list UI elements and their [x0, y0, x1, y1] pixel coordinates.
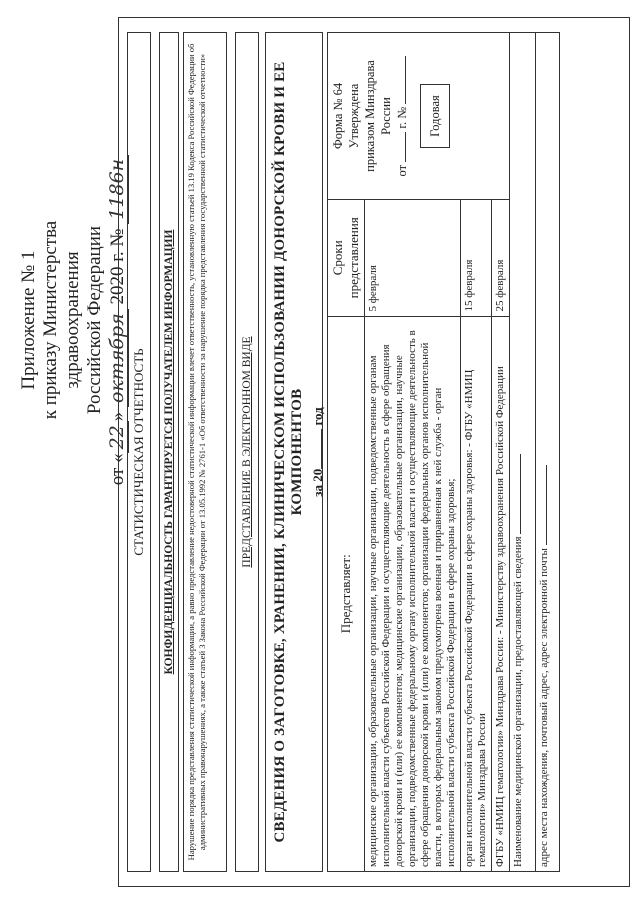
handwritten-number: 1186н — [106, 155, 129, 224]
electronic-heading: ПРЕДСТАВЛЕНИЕ В ЭЛЕКТРОННОМ ВИДЕ — [235, 32, 259, 872]
form-year: за 20 год — [310, 407, 325, 497]
col-submitter-header: Представляет: — [328, 316, 365, 871]
submission-table — [327, 32, 560, 872]
handwritten-month: октября — [106, 309, 129, 407]
org-name-field[interactable] — [510, 33, 536, 872]
form-info-cell: Форма № 64 Утверждена приказом Минздрава России от г. № Годовая — [328, 33, 510, 200]
form-frame — [118, 17, 630, 887]
submitter-cell: медицинские организации, образовательные организации, научные организации, подведомственные органам исполнительной власти субъектов Российской Федерации и осуществляющие деятельность в сфере обращения донорской крови и (или) ее компонентов; медицинские организации, образовательные организации, научные организации, подведомственные федеральному органу исполнительной власти и осуществляющие деятельность в сфере обращения донорской крови и (или) ее компонентов; организации федеральных органов исполнительной власти, в которых федеральным законом предусмотрена военная и приравненная к ней служба - орган исполнительной власти субъекта Российской Федерации в сфере охраны здоровья; — [365, 316, 461, 871]
org-name-label: Наименование медицинской организации, предоставляющей сведения — [512, 536, 524, 867]
submitter-cell: ФГБУ «НМИЦ гематологии» Минздрава России: - Министерству здравоохранения Российской Федерации — [492, 316, 510, 871]
deadline-cell: 15 февраля — [461, 200, 492, 316]
address-field[interactable] — [536, 33, 560, 872]
deadline-cell: 25 февраля — [492, 200, 510, 316]
form-title: СВЕДЕНИЯ О ЗАГОТОВКЕ, ХРАНЕНИИ, КЛИНИЧЕСКОМ ИСПОЛЬЗОВАНИИ ДОНОРСКОЙ КРОВИ И ЕЕ КОМПОНЕНТОВ — [272, 61, 305, 843]
appendix-date: от «22» октября 2020 г. № 1186н — [106, 150, 129, 490]
submitter-cell: орган исполнительной власти субъекта Российской Федерации в сфере охраны здоровья: - ФГБУ «НМИЦ гематологии» Минздрава России — [461, 316, 492, 871]
handwritten-day: 22 — [106, 421, 129, 453]
confidentiality-heading: КОНФИДЕНЦИАЛЬНОСТЬ ГАРАНТИРУЕТСЯ ПОЛУЧАТЕЛЕМ ИНФОРМАЦИИ — [159, 32, 179, 872]
warning-text: Нарушение порядка представления статистической информации, а равно представление недостоверной статистической информации влечет ответственность, установленную статьей 13.19 Кодекса Российской Федерации об административных правонарушениях, а также статьей 3 Закона Российской Федерации от 13.05.1992 № 2761-1 «Об ответственности за нарушение порядка представления государственной статистической отчетности» — [183, 32, 227, 872]
address-label: адрес места нахождения, почтовый адрес, адрес электронной почты — [538, 548, 550, 867]
appendix-federation: Российской Федерации — [84, 225, 105, 415]
appendix-order: к приказу Министерства здравоохранения — [40, 220, 83, 420]
form-title-block — [265, 32, 323, 872]
appendix-title: Приложение № 1 — [18, 250, 39, 390]
periodicity-badge: Годовая — [420, 84, 450, 148]
appendix-block — [18, 150, 129, 490]
stat-reporting-heading: СТАТИСТИЧЕСКАЯ ОТЧЕТНОСТЬ — [127, 32, 151, 872]
col-deadline-header: Сроки представления — [328, 200, 365, 316]
deadline-cell: 5 февраля — [365, 200, 461, 316]
